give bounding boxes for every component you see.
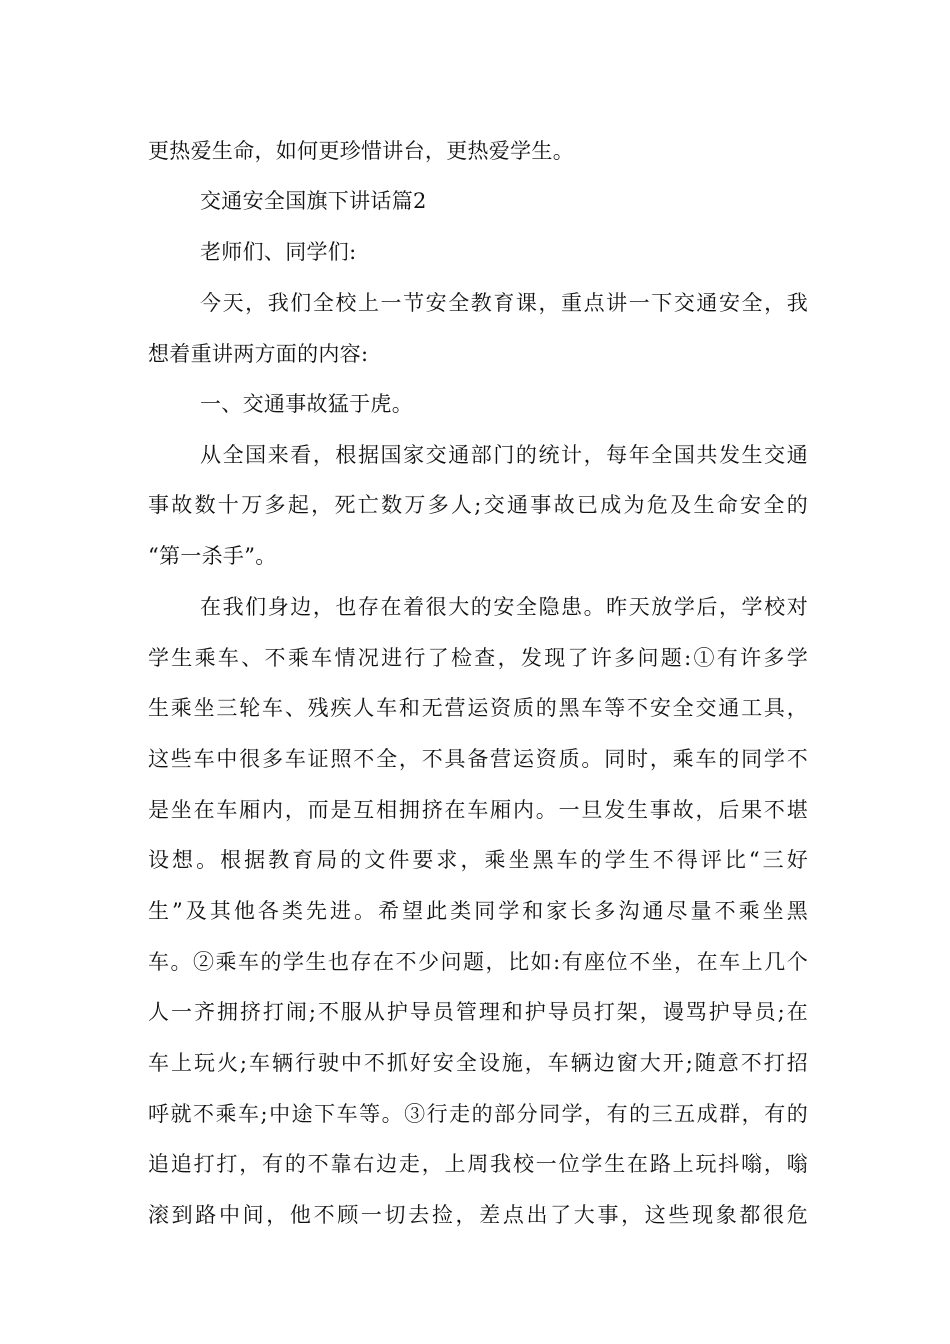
heading-one: 一、交通事故猛于虎。 [200, 392, 413, 416]
text-line-1: 更热爱生命，如何更珍惜讲台，更热爱学生。 [148, 139, 574, 163]
text-line-5: 想着重讲两方面的内容: [148, 342, 369, 366]
text-line-21: 追追打打，有的不靠右边走，上周我校一位学生在路上玩抖嗡，嗡 [148, 1152, 808, 1176]
text-line-12: 生乘坐三轮车、残疾人车和无营运资质的黑车等不安全交通工具， [148, 696, 808, 720]
text-line-19: 车上玩火;车辆行驶中不抓好安全设施，车辆边窗大开;随意不打招 [148, 1051, 808, 1075]
text-line-11: 学生乘车、不乘车情况进行了检查，发现了许多问题:①有许多学 [148, 646, 808, 670]
text-line-18: 人一齐拥挤打闹;不服从护导员管理和护导员打架，谩骂护导员;在 [148, 1000, 808, 1024]
text-line-7: 从全国来看，根据国家交通部门的统计，每年全国共发生交通 [200, 443, 808, 467]
text-line-10: 在我们身边，也存在着很大的安全隐患。昨天放学后，学校对 [200, 595, 808, 619]
text-line-17: 车。②乘车的学生也存在不少问题，比如:有座位不坐，在车上几个 [148, 950, 808, 974]
text-line-20: 呼就不乘车;中途下车等。③行走的部分同学，有的三五成群，有的 [148, 1102, 808, 1126]
text-line-8: 事故数十万多起，死亡数万多人;交通事故已成为危及生命安全的 [148, 493, 808, 517]
text-line-9: “第一杀手”。 [148, 544, 277, 568]
text-line-4: 今天，我们全校上一节安全教育课，重点讲一下交通安全，我 [200, 291, 808, 315]
text-line-14: 是坐在车厢内，而是互相拥挤在车厢内。一旦发生事故，后果不堪 [148, 798, 808, 822]
text-line-16: 生”及其他各类先进。希望此类同学和家长多沟通尽量不乘坐黑 [148, 899, 808, 923]
text-line-15: 设想。根据教育局的文件要求，乘坐黑车的学生不得评比“三好 [148, 848, 808, 872]
section-title: 交通安全国旗下讲话篇2 [200, 189, 427, 213]
text-line-22: 滚到路中间，他不顾一切去捡，差点出了大事，这些现象都很危 [148, 1203, 808, 1227]
salutation: 老师们、同学们: [200, 240, 357, 264]
text-line-13: 这些车中很多车证照不全，不具备营运资质。同时，乘车的同学不 [148, 747, 808, 771]
